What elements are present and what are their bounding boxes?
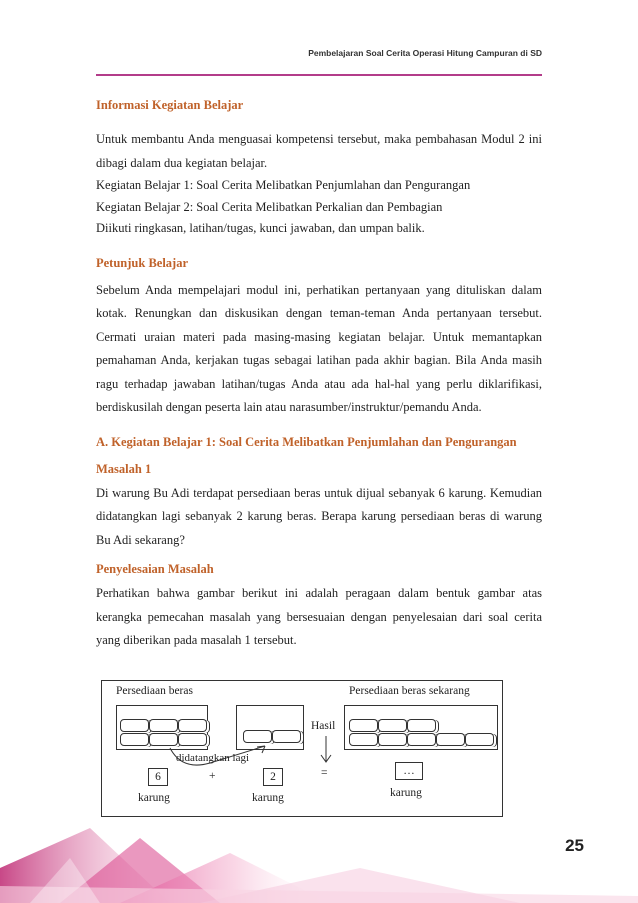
- decorative-footer-graphic: [0, 808, 638, 903]
- left-label: Persediaan beras: [116, 685, 193, 697]
- section-a-heading: A. Kegiatan Belajar 1: Soal Cerita Melibatkan Penjumlahan dan Pengurangan: [96, 434, 517, 449]
- rice-sack-figure: [101, 680, 503, 817]
- petunjuk-paragraph: Sebelum Anda mempelajari modul ini, perhatikan pertanyaan yang dituliskan dalam kotak. Renungkan dan diskusikan dengan teman-teman Anda pertanyaan tersebut. Cermati uraian materi pada masing-masing kegiatan belajar. Untuk memantapkan pemahaman Anda, kerjakan tugas sebagai latihan pada akhir bagian. Bila Anda masih ragu terhadap jawaban latihan/tugas Anda atau ada hal-hal yang perlu diklarifikasi, berdiskusilah dengan peserta lain atau narasumber/instruktur/pemandu Anda.: [96, 282, 542, 414]
- info-heading: Informasi Kegiatan Belajar: [96, 98, 244, 112]
- penyelesaian-heading: Penyelesaian Masalah: [96, 562, 214, 576]
- right-label: Persediaan beras sekarang: [349, 685, 470, 697]
- answer-box: …: [395, 762, 423, 780]
- unit-label-2: karung: [252, 792, 284, 804]
- info-paragraph: Untuk membantu Anda menguasai kompetensi tersebut, maka pembahasan Modul 2 ini dibagi dalam dua kegiatan belajar.: [96, 132, 542, 170]
- plus-sign: +: [209, 770, 216, 782]
- masalah-heading: Masalah 1: [96, 461, 152, 476]
- kb2-line: Kegiatan Belajar 2: Soal Cerita Melibatkan Perkalian dan Pembagian: [96, 199, 443, 214]
- running-head: Pembelajaran Soal Cerita Operasi Hitung Campuran di SD: [308, 48, 542, 58]
- unit-label-3: karung: [390, 787, 422, 799]
- masalah-paragraph: Di warung Bu Adi terdapat persediaan beras untuk dijual sebanyak 6 karung. Kemudian didatangkan lagi sebanyak 2 karung beras. Berapa karung persediaan beras di warung Bu Adi sekarang?: [96, 485, 542, 547]
- arrow-label: didatangkan lagi: [176, 752, 250, 764]
- number-box-6: 6: [148, 768, 168, 786]
- page-content: [96, 92, 542, 653]
- petunjuk-heading: Petunjuk Belajar: [96, 255, 189, 270]
- equals-sign: =: [321, 767, 328, 779]
- number-box-2: 2: [263, 768, 283, 786]
- unit-label-1: karung: [138, 792, 170, 804]
- penyelesaian-paragraph: Perhatikan bahwa gambar berikut ini adalah peragaan dalam bentuk gambar atas kerangka pemecahan masalah yang bersesuaian dengan penyelesaian dari soal cerita yang diberikan pada masalah 1 tersebut.: [96, 586, 542, 647]
- header-rule: [96, 74, 542, 76]
- kb1-line: Kegiatan Belajar 1: Soal Cerita Melibatkan Penjumlahan dan Pengurangan: [96, 178, 471, 192]
- page-number: 25: [565, 836, 584, 855]
- info-tail: Diikuti ringkasan, latihan/tugas, kunci jawaban, dan umpan balik.: [96, 221, 425, 235]
- hasil-label: Hasil: [311, 720, 336, 732]
